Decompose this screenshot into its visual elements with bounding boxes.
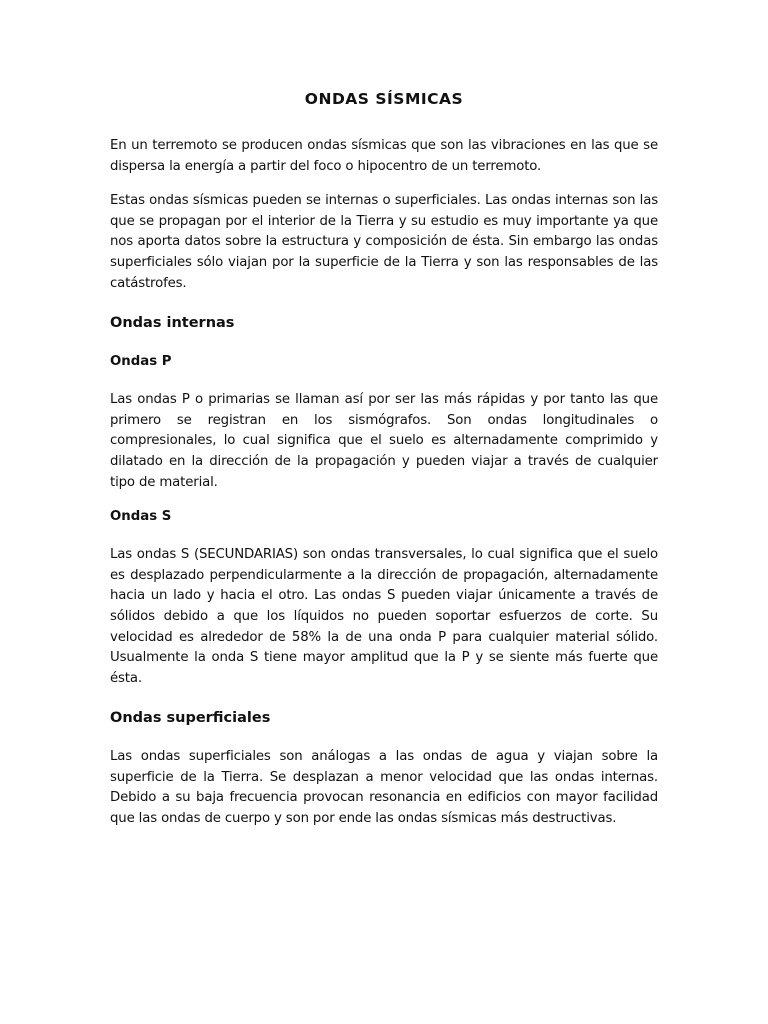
s-waves-paragraph: Las ondas S (SECUNDARIAS) son ondas transversales, lo cual significa que el suelo es desplazado perpendicularmente a la dirección de propagación, alternadamente hacia un lado y hacia el otro. Las ondas S pueden viajar únicamente a través de sólidos debido a que los líquidos no pueden soportar esfuerzos de corte. Su velocidad es alrededor de 58% la de una onda P para cualquier material sólido. Usualmente la onda S tiene mayor amplitud que la P y se siente más fuerte que ésta. (110, 547, 658, 686)
intro-paragraph: En un terremoto se producen ondas sísmicas que son las vibraciones en las que se dispersa la energía a partir del foco o hipocentro de un terremoto. (110, 138, 658, 174)
surface-waves-heading: Ondas superficiales (110, 710, 271, 727)
s-waves-heading: Ondas S (110, 509, 172, 525)
p-waves-heading: Ondas P (110, 354, 172, 370)
surface-waves-paragraph: Las ondas superficiales son análogas a las ondas de agua y viajan sobre la superficie de la Tierra. Se desplazan a menor velocidad que las ondas internas. Debido a su baja frecuencia provocan resonancia en edificios con mayor facilidad que las ondas de cuerpo y son por ende las ondas sísmicas más destructivas. (110, 749, 658, 827)
types-paragraph: Estas ondas sísmicas pueden se internas o superficiales. Las ondas internas son las que se propagan por el interior de la Tierra y su estudio es muy importante ya que nos aporta datos sobre la estructura y composición de ésta. Sin embargo las ondas superficiales sólo viajan por la superficie de la Tierra y son las responsables de las catástrofes. (110, 193, 658, 291)
internal-waves-heading: Ondas internas (110, 315, 235, 332)
document-title: ONDAS SÍSMICAS (304, 90, 464, 108)
document-page (110, 88, 658, 844)
p-waves-paragraph: Las ondas P o primarias se llaman así por ser las más rápidas y por tanto las que primero se registran en los sismógrafos. Son ondas longitudinales o compresionales, lo cual significa que el suelo es alternadamente comprimido y dilatado en la dirección de la propagación y pueden viajar a través de cualquier tipo de material. (110, 392, 658, 490)
